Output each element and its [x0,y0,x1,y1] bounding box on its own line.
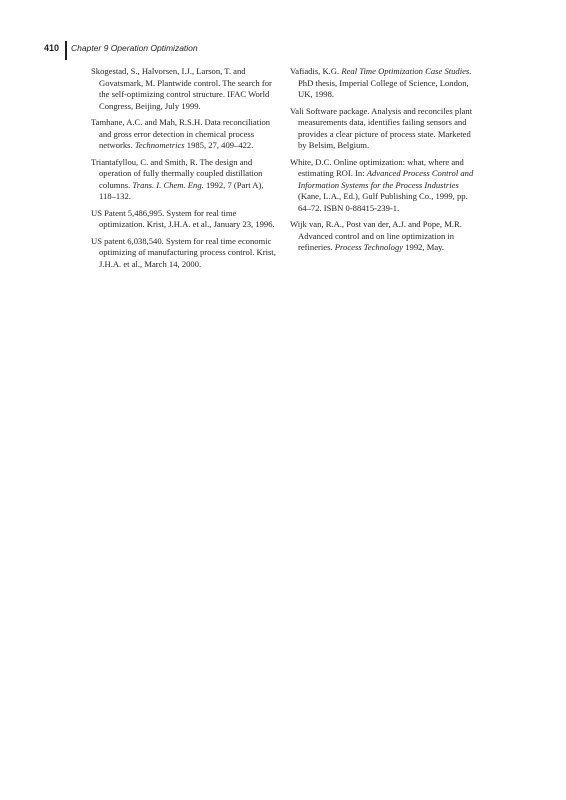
reference-entry [91,208,281,231]
reference-italic-text: Technometrics [134,140,185,150]
page-number: 410 [44,43,60,53]
reference-entry [91,66,281,112]
reference-entry [91,157,281,203]
reference-text: US Patent 5,486,995. System for real time optimization. Krist, J.H.A. et al., January 23, 1996. [91,207,275,229]
header-divider [65,41,67,60]
reference-text: Vafiadis, K.G. [290,66,342,76]
reference-text: 1985, 27, 409–422. [184,140,254,150]
reference-text: (Kane, L.A., Ed.), Gulf Publishing Co., 1999, pp. 64–72. ISBN 0-88415-239-1. [298,191,468,213]
reference-entry [290,66,480,101]
references-right-column [290,66,480,259]
reference-text: Wijk van, R.A., Post van der, A.J. and Pope, M.R. Advanced control and on line optimization in refineries. [290,219,462,252]
reference-text: Skogestad, S., Halvorsen, I.J., Larson, T. and Govatsmark, M. Plantwide control. The search for the self-optimizing control structure. IFAC World Congress, Beijing, July 1999. [91,66,272,111]
reference-italic-text: Advanced Process Control and Information Systems for the Process Industries [298,168,474,190]
reference-entry [290,106,480,152]
reference-text: Tamhane, A.C. and Mah, R.S.H. Data reconciliation and gross error detection in chemical process networks. [91,117,271,150]
reference-entry [290,157,480,215]
reference-italic-text: Trans. I. Chem. Eng. [132,179,204,190]
reference-italic-text: Process Technology [334,242,404,252]
reference-italic-text: Real Time Optimization Case Studies. [341,66,472,76]
reference-text: 1992, May. [403,242,445,252]
reference-text: 1992, 7 (Part A), 118–132. [99,179,264,201]
reference-text: PhD thesis, Imperial College of Science, London, UK, 1998. [298,77,469,99]
reference-text: White, D.C. Online optimization: what, where and estimating ROI. In: [290,156,464,178]
reference-text: US patent 6,038,540. System for real time economic optimizing of manufacturing process control. Krist, J.H.A. et al., March 14, 2000. [91,235,276,269]
reference-text: Triantafyllou, C. and Smith, R. The design and operation of fully thermally coupled distillation columns. [91,156,263,190]
reference-entry [91,117,281,152]
reference-entry [290,219,480,254]
reference-entry [91,236,281,271]
references-left-column [91,66,281,275]
reference-text: Vali Software package. Analysis and reconciles plant measurements data, identifies failing sensors and provides a clear picture of process state. Marketed by Belsim, Belgium. [290,105,473,150]
chapter-title: Chapter 9 Operation Optimization [71,43,198,53]
